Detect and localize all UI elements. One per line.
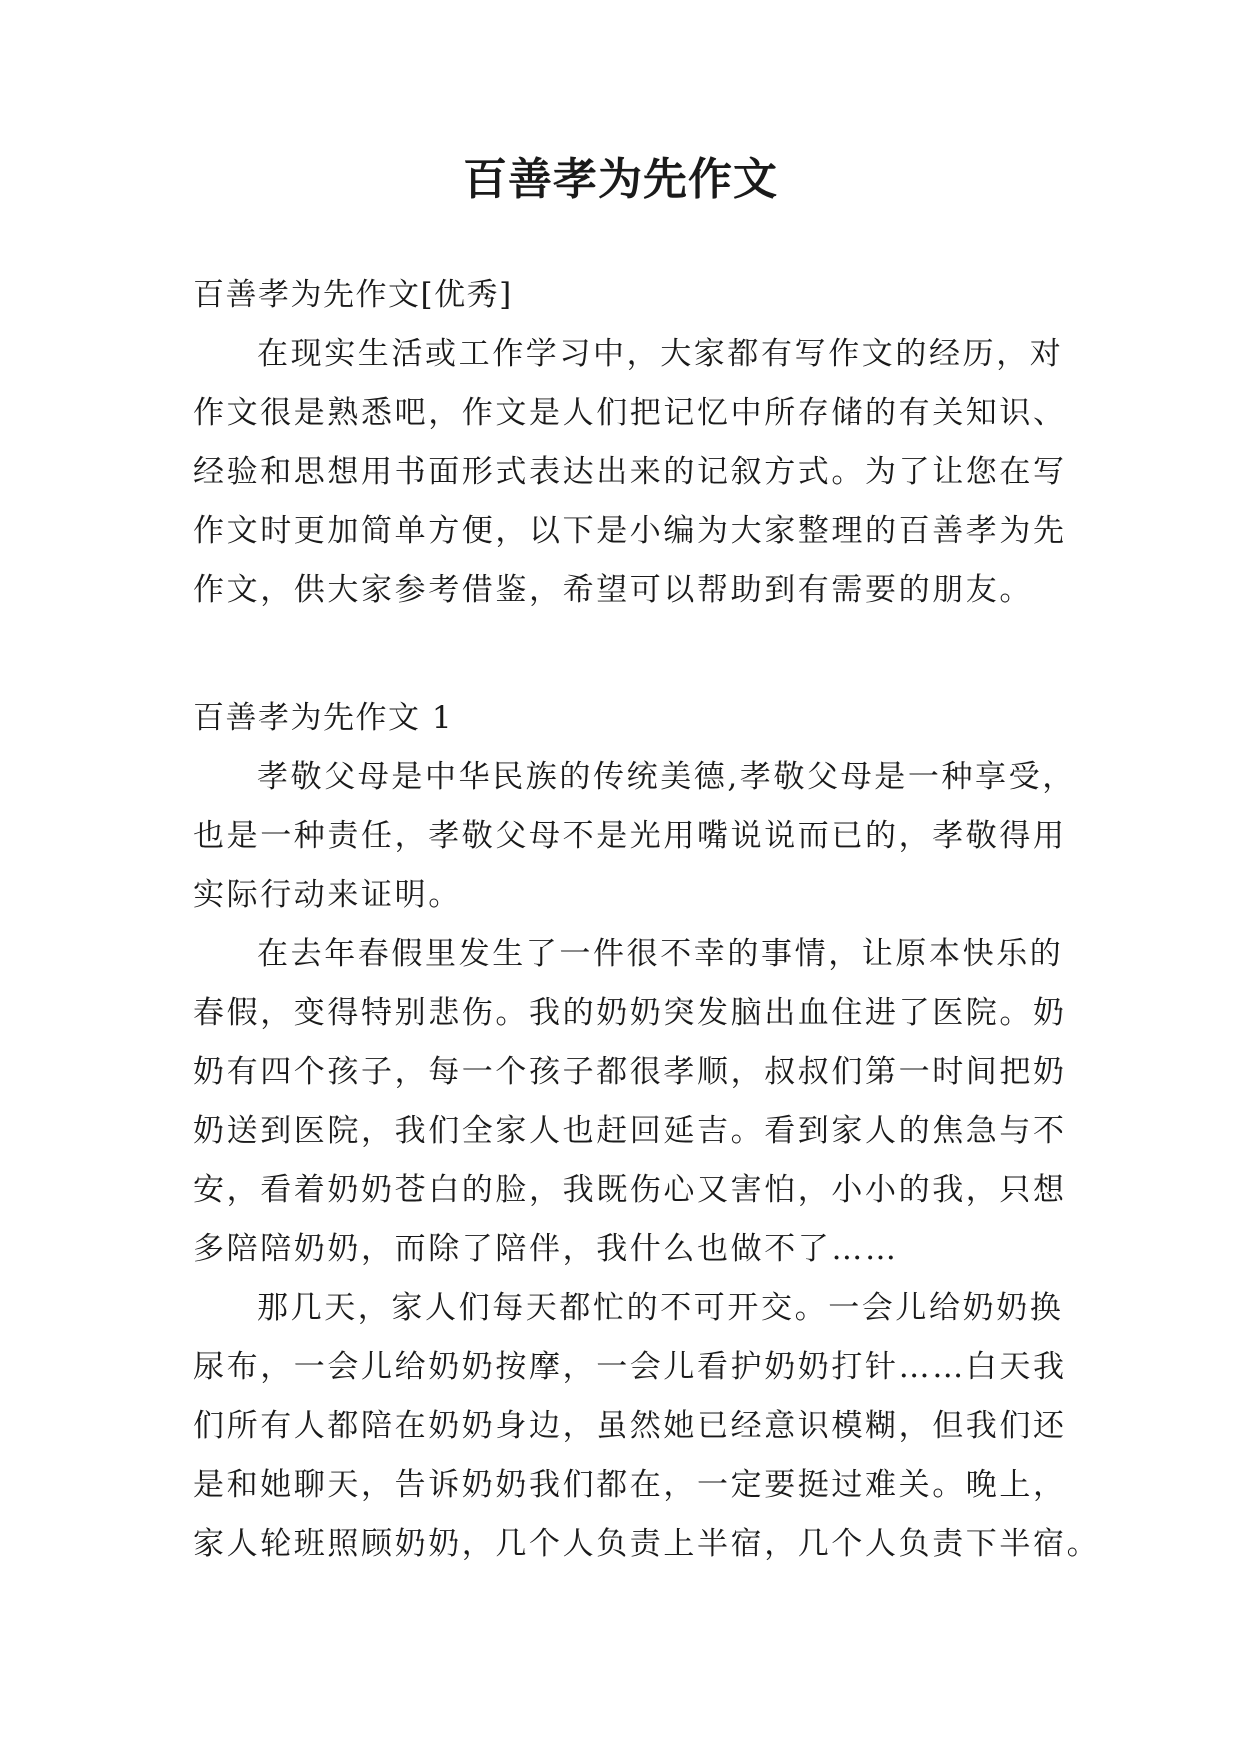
intro-section bbox=[193, 266, 1073, 620]
paragraph-line: 多陪陪奶奶，而除了陪伴，我什么也做不了…… bbox=[193, 1231, 899, 1267]
paragraph-line: 孝敬父母是中华民族的传统美德,孝敬父母是一种享受， bbox=[257, 759, 1076, 795]
paragraph-line: 在去年春假里发生了一件很不幸的事情，让原本快乐的 bbox=[257, 936, 1064, 972]
paragraph-line: 春假，变得特别悲伤。我的奶奶突发脑出血住进了医院。奶 bbox=[193, 995, 1067, 1031]
document-title: 百善孝为先作文 bbox=[463, 154, 778, 205]
paragraph-line: 家人轮班照顾奶奶，几个人负责上半宿，几个人负责下半宿。 bbox=[193, 1526, 1101, 1562]
paragraph-line: 奶送到医院，我们全家人也赶回延吉。看到家人的焦急与不 bbox=[193, 1113, 1067, 1149]
essay-heading: 百善孝为先作文 1 bbox=[193, 700, 454, 736]
intro-heading: 百善孝为先作文[优秀] bbox=[193, 277, 513, 313]
paragraph-line: 作文很是熟悉吧，作文是人们把记忆中所存储的有关知识、 bbox=[193, 395, 1067, 431]
paragraph-line: 在现实生活或工作学习中，大家都有写作文的经历，对 bbox=[257, 336, 1064, 372]
paragraph-line: 奶有四个孩子，每一个孩子都很孝顺，叔叔们第一时间把奶 bbox=[193, 1054, 1067, 1090]
paragraph-line: 作文，供大家参考借鉴，希望可以帮助到有需要的朋友。 bbox=[193, 572, 1033, 608]
paragraph-line: 尿布，一会儿给奶奶按摩，一会儿看护奶奶打针……白天我 bbox=[193, 1349, 1067, 1385]
paragraph-line: 经验和思想用书面形式表达出来的记叙方式。为了让您在写 bbox=[193, 454, 1067, 490]
paragraph-line: 是和她聊天，告诉奶奶我们都在，一定要挺过难关。晚上， bbox=[193, 1467, 1067, 1503]
paragraph-line: 实际行动来证明。 bbox=[193, 877, 462, 913]
paragraph-line: 也是一种责任，孝敬父母不是光用嘴说说而已的，孝敬得用 bbox=[193, 818, 1067, 854]
paragraph-line: 那几天，家人们每天都忙的不可开交。一会儿给奶奶换 bbox=[257, 1290, 1064, 1326]
paragraph-line: 安，看着奶奶苍白的脸，我既伤心又害怕，小小的我，只想 bbox=[193, 1172, 1067, 1208]
paragraph-line: 作文时更加简单方便，以下是小编为大家整理的百善孝为先 bbox=[193, 513, 1067, 549]
paragraph-line: 们所有人都陪在奶奶身边，虽然她已经意识模糊，但我们还 bbox=[193, 1408, 1067, 1444]
essay-section bbox=[193, 689, 1101, 1574]
